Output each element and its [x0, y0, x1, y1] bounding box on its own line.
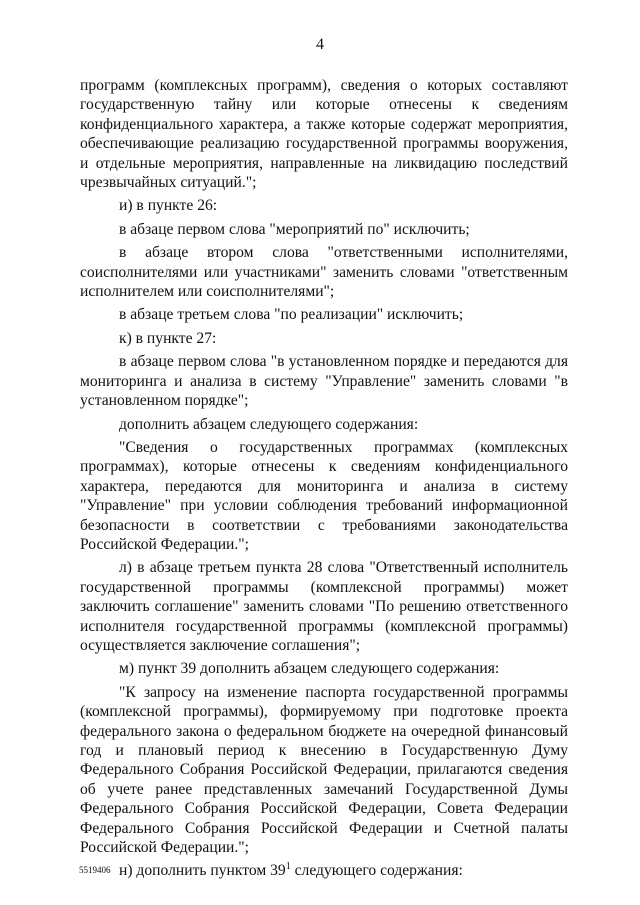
page-number: 4	[316, 36, 324, 53]
superscript: 1	[285, 861, 291, 873]
paragraph-item-m: м) пункт 39 дополнить абзацем следующего содержания:	[119, 660, 500, 678]
document-body	[80, 76, 568, 881]
paragraph-text: следующего содержания:	[290, 862, 463, 880]
paragraph-item-n	[80, 861, 568, 880]
paragraph-quote: "К запросу на изменение паспорта государственной программы (комплексной программы), формируемому при подготовке проекта федерального закона о федеральном бюджете на очередной финансовый год и плановый период к внесению в Государственную Думу Федерального Собрания Российской Федерации, прилагаются сведения об учете ранее представленных замечаний Государственной Думы Федерального Собрания Российской Федерации, Совета Федерации Федерального Собрания Российской Федерации и Счетной палаты Российской Федерации.";	[80, 683, 568, 857]
paragraph: в абзаце втором слова "ответственными исполнителями, соисполнителями или участниками" заменить словами "ответственным исполнителем или соисполнителями";	[80, 244, 568, 301]
paragraph: дополнить абзацем следующего содержания:	[119, 415, 419, 433]
paragraph-item-k: к) в пункте 27:	[119, 329, 217, 347]
document-code: 5519406	[79, 865, 111, 875]
paragraph-quote: "Сведения о государственных программах (комплексных программах), которые отнесены к сведениям конфиденциального характера, передаются для мониторинга и анализа в систему "Управление" при условии соблюдения требований информационной безопасности в соответствии с требованиями законодательства Российской Федерации.";	[80, 438, 568, 553]
paragraph: в абзаце первом слова "в установленном порядке и передаются для мониторинга и анализа в систему "Управление" заменить словами "в установленном порядке";	[80, 353, 568, 410]
paragraph-continuation: программ (комплексных программ), сведения о которых составляют государственную тайну или которые отнесены к сведениям конфиденциального характера, а также которые содержат мероприятия, обеспечивающие реализацию государственной программы вооружения, и отдельные мероприятия, направленные на ликвидацию последствий чрезвычайных ситуаций.";	[80, 77, 568, 192]
paragraph-item-l: л) в абзаце третьем пункта 28 слова "Ответственный исполнитель государственной программы (комплексной программы) может заключить соглашение" заменить словами "По решению ответственного исполнителя государственной программы (комплексной программы) осуществляется заключение соглашения";	[80, 559, 568, 654]
paragraph: в абзаце первом слова "мероприятий по" исключить;	[119, 220, 470, 238]
paragraph-item-i: и) в пункте 26:	[119, 197, 218, 215]
paragraph: в абзаце третьем слова "по реализации" исключить;	[119, 306, 464, 324]
paragraph-text: н) дополнить пунктом 39	[119, 862, 286, 880]
